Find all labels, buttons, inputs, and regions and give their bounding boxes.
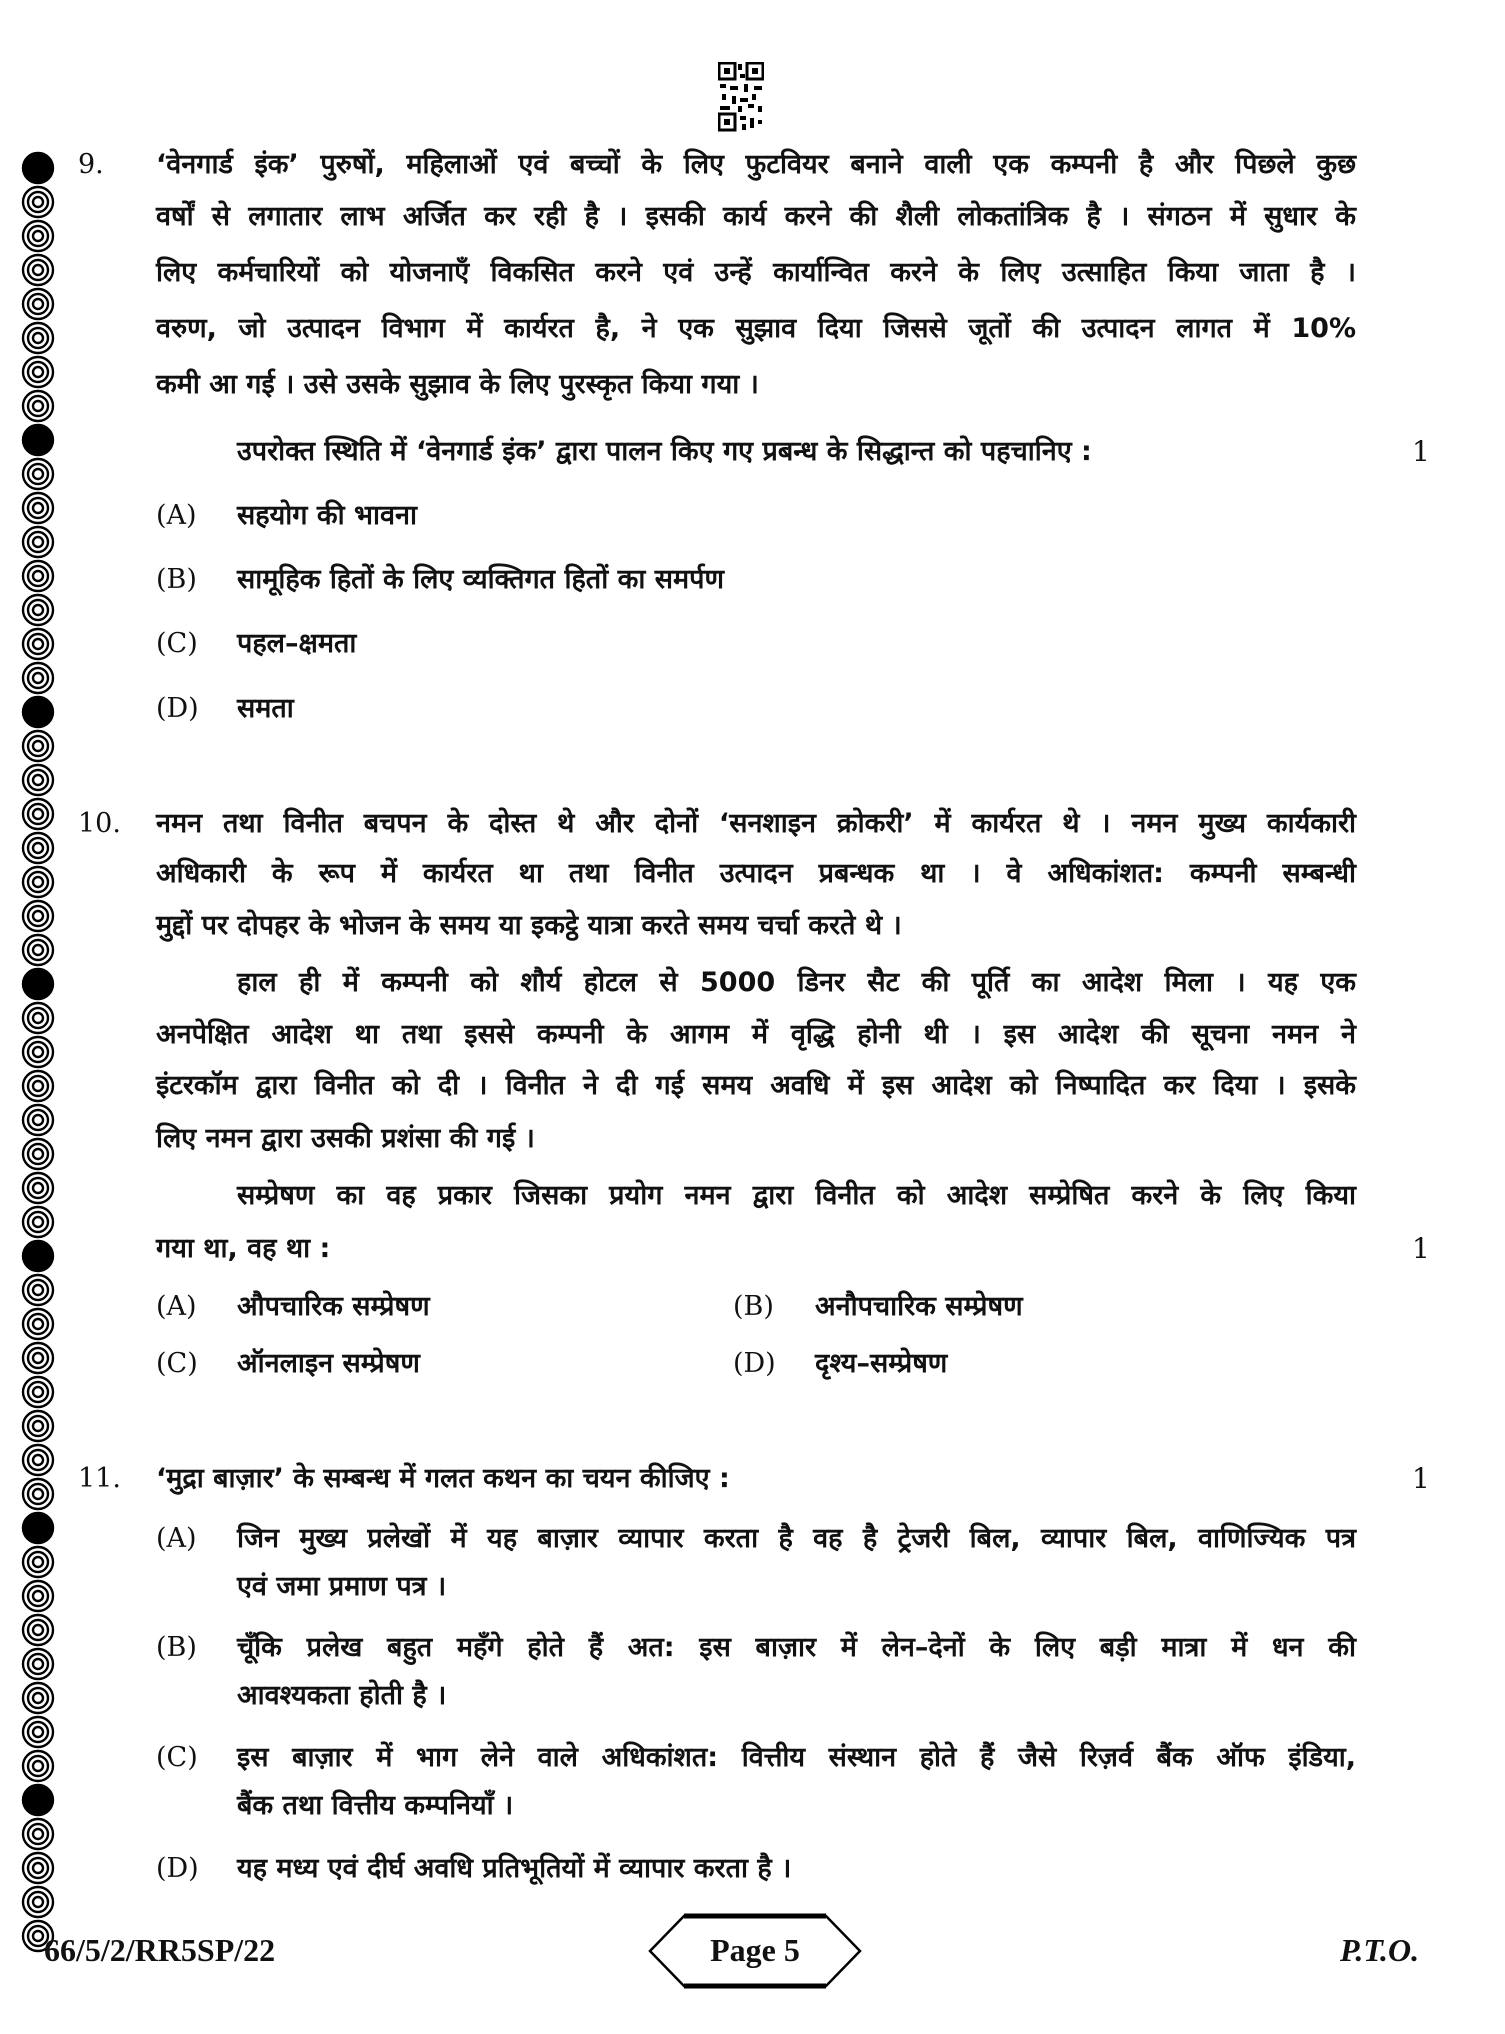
border-circle-icon	[23, 289, 53, 319]
border-circle-icon	[23, 187, 53, 217]
qr-code	[718, 62, 764, 132]
question-text-line: लिए नमन द्वारा उसकी प्रशंसा की गई ।	[156, 1123, 535, 1154]
question-text-line: ‘वेनगार्ड इंक’ पुरुषों, महिलाओं एवं बच्चों के लिए फुटवियर बनाने वाली एक कम्पनी है और पिछले कुछ	[156, 149, 1356, 180]
border-circle-icon	[23, 663, 53, 693]
option-text: पहल–क्षमता	[237, 628, 357, 659]
border-circle-icon	[23, 221, 53, 251]
prompt-text: ‘मुद्रा बाज़ार’ के सम्बन्ध में	[156, 1463, 425, 1494]
option-label: (A)	[156, 1291, 197, 1322]
border-circle-icon	[23, 153, 53, 183]
question-text-line: हाल ही में कम्पनी को शौर्य होटल से 5000 डिनर सैट की पूर्ति का आदेश मिला । यह एक	[237, 967, 1356, 998]
border-circle-icon	[23, 731, 53, 761]
option-text: ऑनलाइन सम्प्रेषण	[237, 1348, 420, 1379]
border-circle-icon	[23, 1479, 53, 1509]
border-circle-icon	[23, 1343, 53, 1373]
marks: 1	[1412, 1232, 1430, 1265]
question-number: 9.	[78, 149, 104, 180]
border-circle-icon	[23, 1785, 53, 1815]
border-circle-icon	[23, 1411, 53, 1441]
marks: 1	[1412, 1462, 1430, 1495]
border-circle-icon	[23, 1853, 53, 1883]
border-circle-icon	[23, 935, 53, 965]
border-circle-icon	[23, 1717, 53, 1747]
option-label: (A)	[156, 500, 197, 531]
border-circle-icon	[23, 1207, 53, 1237]
border-circle-icon	[23, 1071, 53, 1101]
option-label: (D)	[733, 1348, 776, 1379]
option-text: आवश्यकता होती है ।	[237, 1680, 447, 1711]
question-prompt: उपरोक्त स्थिति में ‘वेनगार्ड इंक’ द्वारा पालन किए गए प्रबन्ध के सिद्धान्त को पहचानिए :	[237, 436, 1092, 467]
option-text: बैंक तथा वित्तीय कम्पनियाँ ।	[237, 1790, 514, 1821]
question-text-line: लिए कर्मचारियों को योजनाएँ विकसित करने एवं उन्हें कार्यान्वित करने के लिए उत्साहित किया जाता है ।	[156, 257, 1356, 288]
option-text: यह मध्य एवं दीर्घ अवधि प्रतिभूतियों में व्यापार करता है ।	[237, 1853, 792, 1884]
border-circle-icon	[23, 901, 53, 931]
border-circle-icon	[23, 527, 53, 557]
border-circle-icon	[23, 1547, 53, 1577]
page-number-badge	[632, 1912, 878, 1990]
option-label: (D)	[156, 1853, 199, 1884]
border-circle-icon	[23, 1683, 53, 1713]
border-circle-icon	[23, 833, 53, 863]
question-text-line: अनपेक्षित आदेश था तथा इससे कम्पनी के आगम में वृद्धि होनी थी । इस आदेश की सूचना नमन ने	[156, 1019, 1356, 1050]
question-prompt: गया था, वह था :	[156, 1233, 331, 1264]
option-label: (B)	[156, 564, 197, 595]
option-label: (C)	[156, 628, 198, 659]
border-circle-icon	[23, 459, 53, 489]
option-text: इस बाज़ार में भाग लेने वाले अधिकांशत: वित्तीय संस्थान होते हैं जैसे रिज़र्व बैंक ऑफ इंडिया,	[237, 1742, 1356, 1773]
border-circle-icon	[23, 1173, 53, 1203]
border-circle-icon	[23, 697, 53, 727]
option-text: अनौपचारिक सम्प्रेषण	[815, 1291, 1023, 1322]
border-circle-icon	[23, 1309, 53, 1339]
border-circle-icon	[23, 1377, 53, 1407]
border-circle-icon	[23, 493, 53, 523]
prompt-text: का चयन कीजिए :	[536, 1463, 730, 1494]
option-text: एवं जमा प्रमाण पत्र ।	[237, 1571, 447, 1602]
border-circle-icon	[23, 391, 53, 421]
border-circle-icon	[23, 1581, 53, 1611]
option-text: चूँकि प्रलेख बहुत महँगे होते हैं अत: इस बाज़ार में लेन–देनों के लिए बड़ी मात्रा में धन की	[237, 1632, 1356, 1663]
border-circle-icon	[23, 595, 53, 625]
border-circle-icon	[23, 799, 53, 829]
question-number: 11.	[78, 1463, 121, 1494]
border-circle-icon	[23, 1275, 53, 1305]
border-circle-icon	[23, 255, 53, 285]
border-circle-icon	[23, 1887, 53, 1917]
option-text: समता	[237, 693, 294, 724]
option-label: (B)	[733, 1291, 774, 1322]
please-turn-over: P.T.O.	[1340, 1932, 1420, 1968]
question-text-line: वरुण, जो उत्पादन विभाग में कार्यरत है, ने एक सुझाव दिया जिससे जूतों की उत्पादन लागत में 10%	[156, 313, 1356, 344]
border-circle-icon	[23, 1037, 53, 1067]
option-text: औपचारिक सम्प्रेषण	[237, 1291, 430, 1322]
border-circle-icon	[23, 629, 53, 659]
border-circle-icon	[23, 1241, 53, 1271]
question-text-line: कमी आ गई । उसे उसके सुझाव के लिए पुरस्कृत किया गया ।	[156, 369, 759, 400]
border-circle-icon	[23, 1615, 53, 1645]
marks: 1	[1412, 435, 1430, 468]
prompt-emphasis: गलत कथन	[424, 1463, 537, 1494]
border-circle-icon	[23, 1649, 53, 1679]
question-text-line: इंटरकॉम द्वारा विनीत को दी । विनीत ने दी गई समय अवधि में इस आदेश को निष्पादित कर दिया । इसके	[156, 1070, 1356, 1101]
border-circle-icon	[23, 357, 53, 387]
border-circle-icon	[23, 969, 53, 999]
option-label: (D)	[156, 693, 199, 724]
question-prompt: सम्प्रेषण का वह प्रकार जिसका प्रयोग नमन द्वारा विनीत को आदेश सम्प्रेषित करने के लिए किया	[237, 1180, 1356, 1211]
option-label: (C)	[156, 1348, 198, 1379]
option-label: (B)	[156, 1632, 197, 1663]
option-text: सहयोग की भावना	[237, 500, 417, 531]
option-text: सामूहिक हितों के लिए व्यक्तिगत हितों का समर्पण	[237, 564, 724, 595]
border-circle-icon	[23, 323, 53, 353]
border-circle-icon	[23, 1819, 53, 1849]
border-circle-icon	[23, 561, 53, 591]
border-circle-icon	[23, 1003, 53, 1033]
option-label: (C)	[156, 1742, 198, 1773]
page-number: Page 5	[710, 1932, 800, 1968]
border-circle-icon	[23, 1105, 53, 1135]
option-label: (A)	[156, 1523, 197, 1554]
question-prompt	[156, 1461, 730, 1497]
border-circle-icon	[23, 425, 53, 455]
question-text-line: वर्षों से लगातार लाभ अर्जित कर रही है । इसकी कार्य करने की शैली लोकतांत्रिक है । संगठन में सुधार के	[156, 201, 1356, 232]
decorative-circle-border	[0, 0, 80, 2034]
option-text: जिन मुख्य प्रलेखों में यह बाज़ार व्यापार करता है वह है ट्रेजरी बिल, व्यापार बिल, वाणिज्यिक पत्र	[237, 1523, 1356, 1554]
question-text-line: अधिकारी के रूप में कार्यरत था तथा विनीत उत्पादन प्रबन्धक था । वे अधिकांशत: कम्पनी सम्बन्धी	[156, 858, 1356, 889]
border-circle-icon	[23, 867, 53, 897]
border-circle-icon	[23, 765, 53, 795]
question-number: 10.	[78, 808, 121, 839]
question-text-line: नमन तथा विनीत बचपन के दोस्त थे और दोनों ‘सनशाइन क्रोकरी’ में कार्यरत थे । नमन मुख्य कार्यकारी	[156, 808, 1356, 839]
option-text: दृश्य–सम्प्रेषण	[815, 1348, 948, 1379]
border-circle-icon	[23, 1445, 53, 1475]
paper-code: 66/5/2/RR5SP/22	[44, 1932, 276, 1968]
border-circle-icon	[23, 1751, 53, 1781]
question-text-line: मुद्दों पर दोपहर के भोजन के समय या इकट्ठे यात्रा करते समय चर्चा करते थे ।	[156, 910, 902, 941]
border-circle-icon	[23, 1139, 53, 1169]
border-circle-icon	[23, 1513, 53, 1543]
